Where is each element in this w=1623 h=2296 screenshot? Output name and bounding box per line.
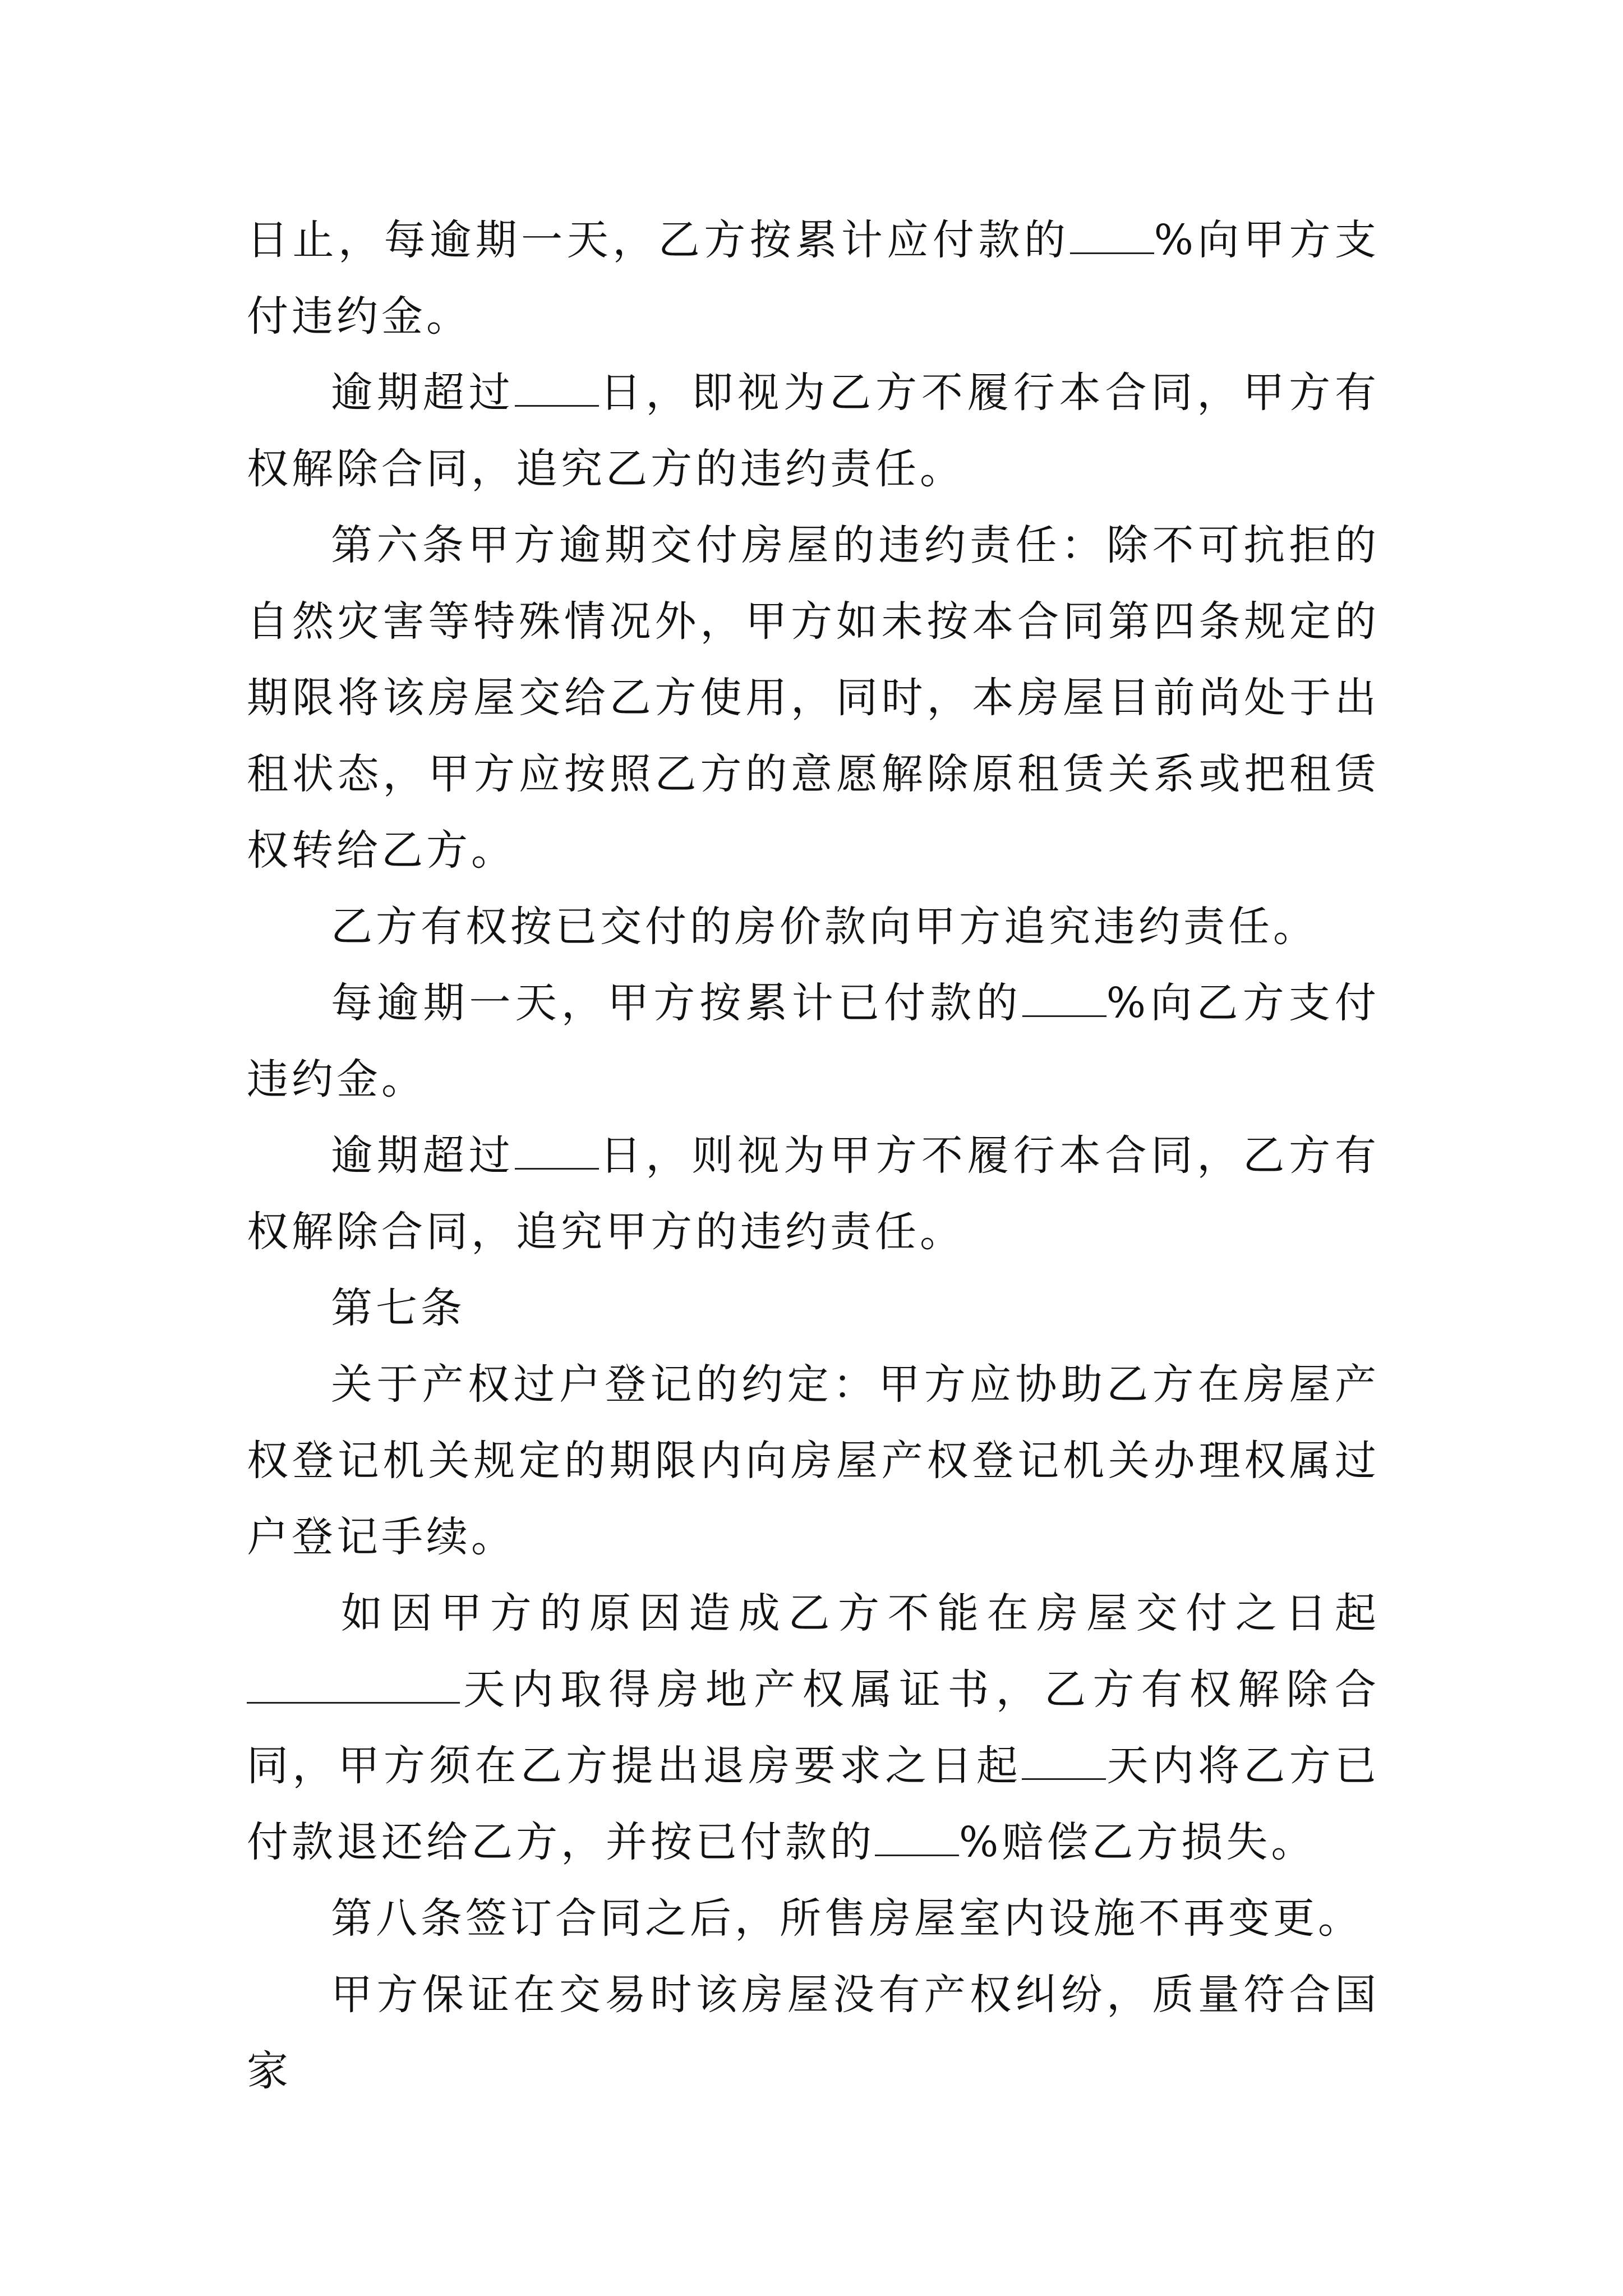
paragraph-article-8	[247, 1880, 1380, 1957]
paragraph-overdue-termination-buyer	[247, 355, 1380, 507]
paragraph-overdue-termination-seller	[247, 1117, 1380, 1270]
fill-in-blank	[1070, 213, 1154, 254]
fill-in-blank	[515, 366, 599, 407]
text-segment: 每逾期一天，甲方按累计已付款的	[331, 979, 1022, 1027]
fill-in-blank	[875, 1815, 959, 1856]
text-segment: 逾期超过	[331, 369, 515, 417]
text-segment: %赔偿乙方损失。	[959, 1818, 1316, 1866]
text-segment: 日止，每逾期一天，乙方按累计应付款的	[247, 216, 1070, 264]
text-segment: 日，即视为乙方不履行本合同，甲方有权解除合同，追究乙方的违约责任。	[247, 369, 1380, 493]
paragraph-seller-daily-penalty	[247, 965, 1380, 1117]
fill-in-blank	[515, 1129, 599, 1170]
paragraph-article-6	[247, 507, 1380, 889]
paragraph-buyer-right	[247, 889, 1380, 965]
text-segment: 第六条甲方逾期交付房屋的违约责任：除不可抗拒的自然灾害等特殊情况外，甲方如未按本合同第四条规定的期限将该房屋交给乙方使用，同时，本房屋目前尚处于出租状态，甲方应按照乙方的意愿解除原租赁关系或把租赁权转给乙方。	[247, 521, 1380, 875]
paragraph-seller-guarantee	[247, 1957, 1380, 2109]
text-segment: %向乙方支付违约金。	[247, 979, 1380, 1103]
paragraph-certificate-delay	[247, 1575, 1380, 1880]
fill-in-blank	[247, 1663, 460, 1704]
text-segment: 甲方保证在交易时该房屋没有产权纠纷，质量符合国家	[247, 1971, 1380, 2095]
paragraph-overdue-payment-penalty	[247, 202, 1380, 355]
fill-in-blank	[1022, 1739, 1106, 1780]
text-segment: 天内取得房地产权属证书，乙方有权解除合同，甲方须在乙方提出退房要求之日起	[247, 1665, 1380, 1790]
text-segment: 乙方有权按已交付的房价款向甲方追究违约责任。	[331, 903, 1318, 951]
paragraph-article-7-heading	[247, 1270, 1380, 1346]
text-segment: 第七条	[331, 1284, 465, 1332]
text-segment: 如因甲方的原因造成乙方不能在房屋交付之日起	[341, 1589, 1380, 1637]
text-segment: 关于产权过户登记的约定：甲方应协助乙方在房屋产权登记机关规定的期限内向房屋产权登记机关办理权属过户登记手续。	[247, 1360, 1380, 1561]
text-segment: 日，则视为甲方不履行本合同，乙方有权解除合同，追究甲方的违约责任。	[247, 1131, 1380, 1256]
text-segment: 第八条签订合同之后，所售房屋室内设施不再变更。	[331, 1894, 1363, 1943]
text-segment: 逾期超过	[331, 1131, 515, 1180]
paragraph-title-transfer	[247, 1346, 1380, 1575]
text-segment: 天内将乙方已付款退还给乙方，并按已付款的	[247, 1742, 1380, 1866]
fill-in-blank	[1022, 976, 1106, 1017]
text-segment: %向甲方支付违约金。	[247, 216, 1380, 341]
contract-body	[247, 202, 1380, 2109]
